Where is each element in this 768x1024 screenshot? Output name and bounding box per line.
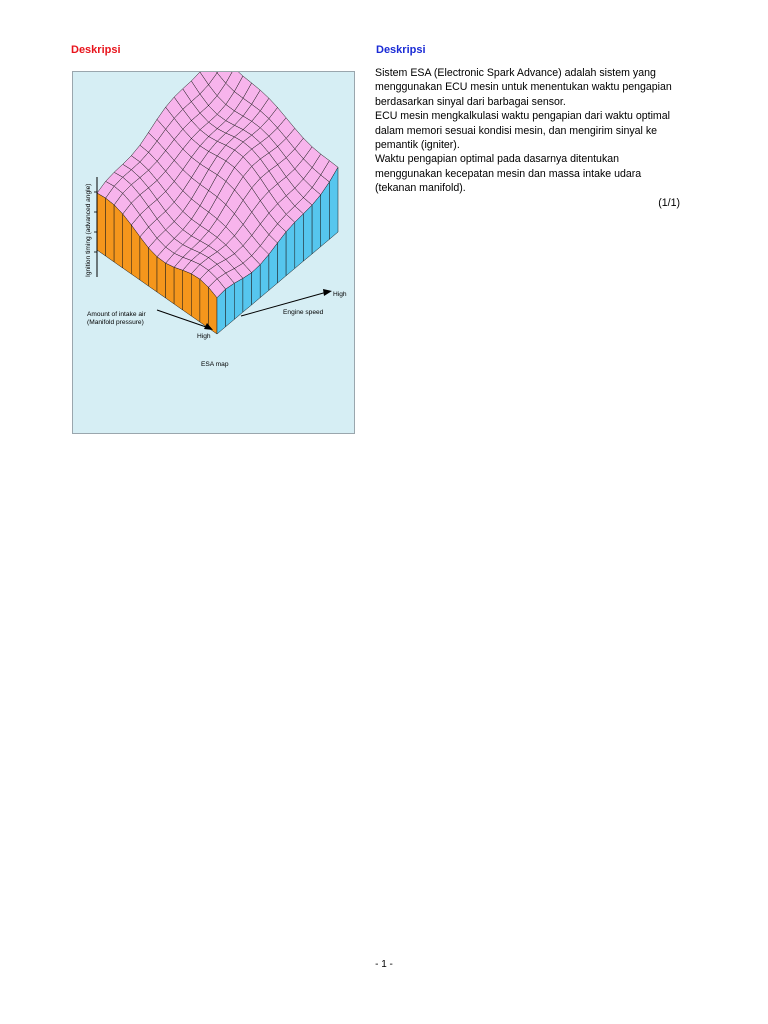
figure-caption: ESA map (201, 361, 229, 368)
z-axis-label: Engine speed (283, 309, 324, 316)
page-number: - 1 - (375, 959, 393, 970)
z-axis-arrowhead (323, 289, 332, 296)
z-axis-high-label: High (333, 291, 347, 298)
x-axis-label-line1: Amount of intake air (87, 311, 146, 318)
esa-surface-mesh (97, 72, 338, 334)
esa-map-figure (72, 71, 355, 434)
page-reference: (1/1) (658, 196, 680, 209)
esa-map-diagram (73, 72, 355, 434)
description-text (375, 66, 680, 210)
description-heading: Deskripsi (376, 44, 426, 56)
description-paragraph-2: ECU mesin mengkalkulasi waktu pengapian dari waktu optimal dalam memori sesuai kondisi mesin, dan mengirim sinyal ke pemantik (igniter). (375, 110, 671, 152)
x-axis-label-line2: (Manifold pressure) (87, 319, 144, 326)
figure-heading: Deskripsi (71, 44, 121, 56)
description-paragraph-3: Waktu pengapian optimal pada dasarnya ditentukan menggunakan kecepatan mesin dan massa intake udara (tekanan manifold). (375, 153, 642, 195)
x-axis-high-label: High (197, 333, 211, 340)
y-axis-label: Ignition timing (advanced angle) (85, 183, 92, 277)
description-paragraph-1: Sistem ESA (Electronic Spark Advance) adalah sistem yang menggunakan ECU mesin untuk menentukan waktu pengapian berdasarkan sinyal dari barbagai sensor. (375, 67, 672, 108)
